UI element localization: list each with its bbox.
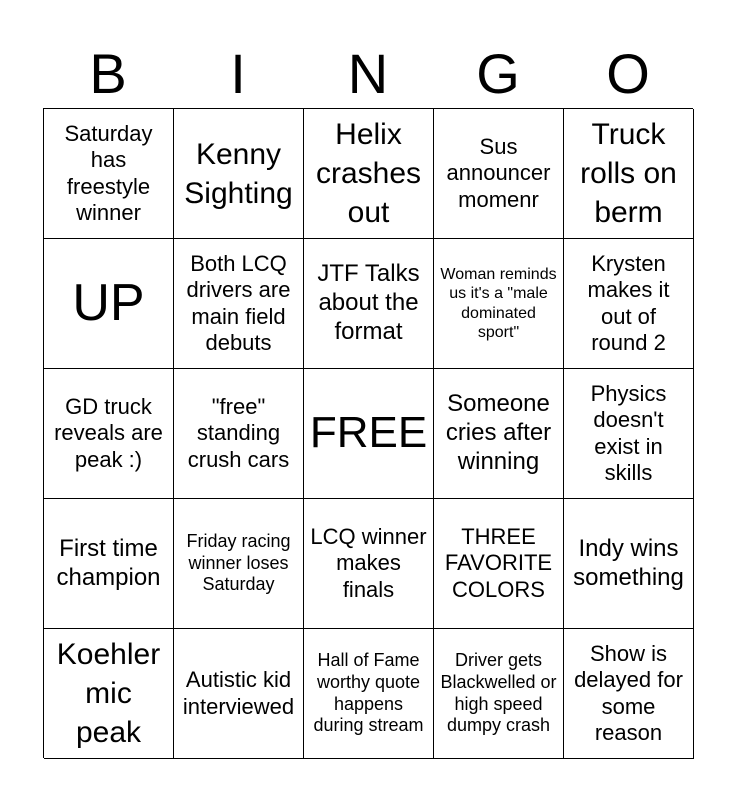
cell-text: Helix crashes out: [315, 118, 422, 229]
bingo-cell[interactable]: [174, 369, 304, 499]
cell-text: "free" standing crush cars: [187, 393, 290, 472]
cell-text: Both LCQ drivers are main field debuts: [186, 250, 291, 355]
cell-text: Driver gets Blackwelled or high speed dumpy crash: [440, 650, 557, 736]
cell-text: Someone cries after winning: [445, 390, 552, 475]
header-letter-n: N: [347, 42, 389, 105]
cell-text: JTF Talks about the format: [317, 260, 420, 345]
header-letter-o: O: [606, 42, 650, 105]
bingo-cell[interactable]: [304, 239, 434, 369]
cell-text: Koehler mic peak: [56, 638, 161, 749]
bingo-cell[interactable]: [434, 499, 564, 629]
cell-text: THREE FAVORITE COLORS: [444, 523, 553, 602]
bingo-cell[interactable]: [304, 499, 434, 629]
bingo-cell[interactable]: [44, 369, 174, 499]
bingo-cell[interactable]: [564, 499, 694, 629]
bingo-grid: [43, 108, 693, 758]
bingo-cell[interactable]: [174, 239, 304, 369]
cell-text: Indy wins something: [573, 534, 684, 591]
bingo-cell[interactable]: [564, 109, 694, 239]
bingo-cell[interactable]: [174, 629, 304, 759]
cell-text: Autistic kid interviewed: [182, 667, 295, 719]
cell-text: GD truck reveals are peak :): [54, 393, 163, 472]
bingo-cell[interactable]: [304, 629, 434, 759]
cell-text: Krysten makes it out of round 2: [587, 250, 670, 355]
bingo-cell[interactable]: [564, 369, 694, 499]
bingo-cell[interactable]: [174, 499, 304, 629]
bingo-cell[interactable]: [434, 369, 564, 499]
cell-text: Friday racing winner loses Saturday: [186, 531, 291, 595]
bingo-cell[interactable]: [44, 109, 174, 239]
bingo-cell[interactable]: [44, 629, 174, 759]
cell-text: Physics doesn't exist in skills: [590, 380, 667, 485]
bingo-cell[interactable]: [564, 629, 694, 759]
cell-text: Saturday has freestyle winner: [64, 120, 153, 225]
cell-text: LCQ winner makes finals: [310, 523, 427, 602]
free-space-cell[interactable]: [304, 369, 434, 499]
bingo-cell[interactable]: [44, 239, 174, 369]
cell-text: Truck rolls on berm: [580, 118, 677, 229]
cell-text: Sus announcer momenr: [446, 133, 551, 212]
bingo-cell[interactable]: [564, 239, 694, 369]
cell-text: Kenny Sighting: [184, 137, 293, 210]
cell-text: First time champion: [56, 534, 161, 591]
cell-text: Show is delayed for some reason: [574, 640, 683, 745]
bingo-cell[interactable]: [434, 109, 564, 239]
bingo-header: [43, 40, 693, 108]
cell-text: FREE: [309, 408, 428, 458]
bingo-cell[interactable]: [434, 629, 564, 759]
cell-text: Woman reminds us it's a "male dominated sport": [440, 266, 557, 341]
bingo-cell[interactable]: [44, 499, 174, 629]
cell-text: UP: [72, 273, 145, 332]
cell-text: Hall of Fame worthy quote happens during stream: [313, 650, 424, 736]
bingo-cell[interactable]: [434, 239, 564, 369]
header-letter-b: B: [89, 42, 127, 105]
header-letter-g: G: [476, 42, 520, 105]
header-letter-i: I: [230, 42, 246, 105]
bingo-cell[interactable]: [304, 109, 434, 239]
bingo-cell[interactable]: [174, 109, 304, 239]
